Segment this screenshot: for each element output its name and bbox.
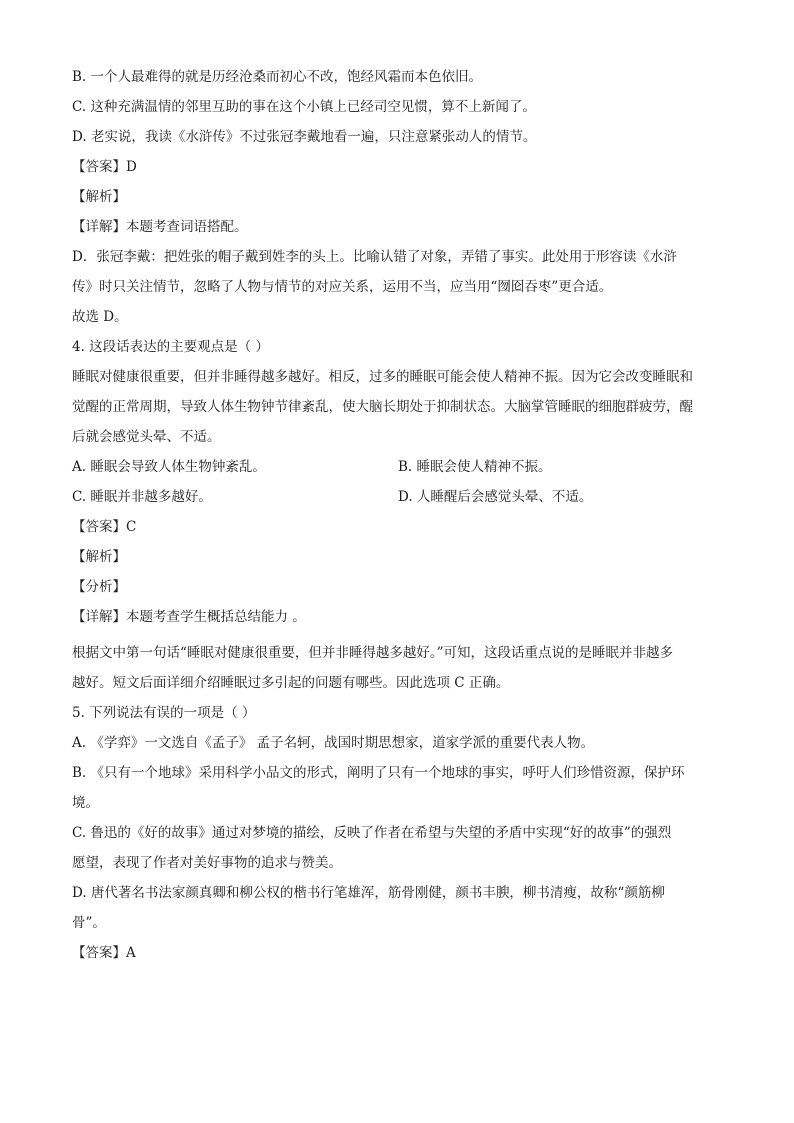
q4-option-a: A. 睡眠会导致人体生物钟紊乱。 [72, 459, 266, 475]
q4-stem: 4. 这段话表达的主要观点是（ ） [72, 339, 269, 355]
q4-explain-line-2: 越好。短文后面详细介绍睡眠过多引起的问题有哪些。因此选项 C 正确。 [72, 675, 510, 691]
q4-option-d: D. 人睡醒后会感觉头晕、不适。 [398, 489, 593, 505]
q4-option-c: C. 睡眠并非越多越好。 [72, 489, 212, 505]
q5-option-c-line-2: 愿望，表现了作者对美好事物的追求与赞美。 [72, 855, 342, 871]
q5-option-c-line-1: C. 鲁迅的《好的故事》通过对梦境的描绘，反映了作者在希望与失望的矛盾中实现“好的故事”的强烈 [72, 825, 672, 841]
q4-options-row-1 [72, 452, 724, 482]
q4-passage-line-2: 觉醒的正常周期，导致人体生物钟节律紊乱，使大脑长期处于抑制状态。大脑掌管睡眠的细胞群疲劳，醒 [72, 399, 693, 415]
q5-option-a: A. 《学弈》一文选自《孟子》 孟子名轲，战国时期思想家，道家学派的重要代表人物。 [72, 735, 595, 751]
q4-passage-line-3: 后就会感觉头晕、不适。 [72, 429, 221, 445]
q3-detail: 【详解】本题考查词语搭配。 [72, 219, 248, 235]
q4-detail: 【详解】本题考查学生概括总结能力 。 [72, 609, 306, 625]
q3-explain-line-1: D．张冠李戴：把姓张的帽子戴到姓李的头上。比喻认错了对象，弄错了事实。此处用于形容读《水浒 [72, 249, 677, 265]
option-b-line: B. 一个人最难得的就是历经沧桑而初心不改，饱经风霜而本色依旧。 [72, 69, 483, 85]
q4-option-b: B. 睡眠会使人精神不振。 [398, 459, 552, 475]
option-c-line: C. 这种充满温情的邻里互助的事在这个小镇上已经司空见惯，算不上新闻了。 [72, 99, 536, 115]
q4-fenxi-label: 【分析】 [72, 579, 126, 595]
q3-explain-line-2: 传》时只关注情节，忽略了人物与情节的对应关系，运用不当，应当用“囫囵吞枣”更合适。 [72, 279, 613, 295]
q5-option-d-line-2: 骨”。 [72, 915, 106, 931]
q4-passage-line-1: 睡眠对健康很重要，但并非睡得越多越好。相反，过多的睡眠可能会使人精神不振。因为它会改变睡眠和 [72, 369, 693, 385]
q5-answer: 【答案】A [72, 945, 136, 961]
q3-answer: 【答案】D [72, 159, 137, 175]
document-page [72, 62, 724, 968]
q5-option-d-line-1: D. 唐代著名书法家颜真卿和柳公权的楷书行笔雄浑，筋骨刚健，颜书丰腴，柳书清瘦，故称“颜筋柳 [72, 885, 665, 901]
q4-explain-line-1: 根据文中第一句话“睡眠对健康很重要，但并非睡得越多越好。”可知，这段话重点说的是睡眠并非越多 [72, 645, 674, 661]
q4-analysis-label: 【解析】 [72, 549, 126, 565]
q3-analysis-label: 【解析】 [72, 189, 126, 205]
option-d-line: D. 老实说，我读《水浒传》不过张冠李戴地看一遍，只注意紧张动人的情节。 [72, 129, 537, 145]
q5-option-b-line-1: B. 《只有一个地球》采用科学小品文的形式，阐明了只有一个地球的事实，呼吁人们珍惜资源，保护环 [72, 765, 685, 781]
q5-option-b-line-2: 境。 [72, 795, 99, 811]
q4-options-row-2 [72, 482, 724, 512]
q5-stem: 5. 下列说法有误的一项是（ ） [72, 705, 256, 721]
q4-answer: 【答案】C [72, 519, 137, 535]
q3-choose: 故选 D。 [72, 309, 128, 325]
